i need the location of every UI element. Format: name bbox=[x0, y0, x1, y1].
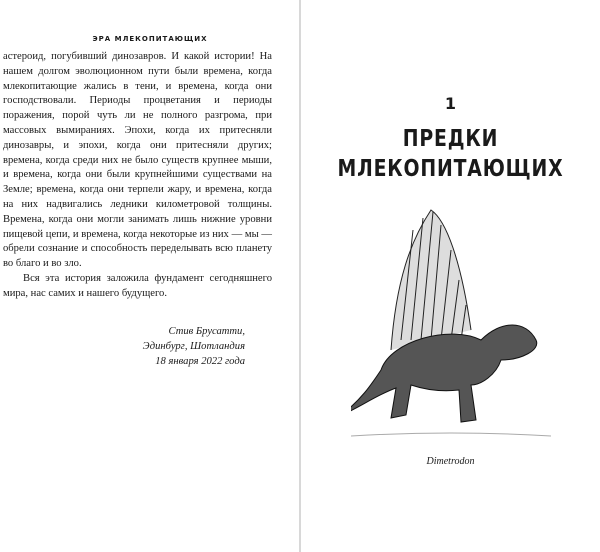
paragraph: астероид, погубивший динозавров. И какой истории! На нашем долгом эволюционном пути были времена, когда млекопитающие жались в тени, и времена, когда они господствовали. Периоды процветания и периоды поражения, порой чуть ли не полного разгрома, при массовых вымираниях. Эпохи, когда их притесняли динозавры, и эпохи, когда они притесняли других; времена, когда среди них не было существ крупнее мыши, и времена, когда они были крупнейшими существами на Земле; времена, когда они терпели жару, и времена, когда на них надвигались ледники километровой толщины. Времена, когда они могли занимать лишь нижние уровни пищевой цепи, и времена, когда некоторые из них — мы — обрели сознание и способность переделывать всю планету во благо и во зло. bbox=[3, 51, 272, 270]
chapter-title-line: МЛЕКОПИТАЮЩИХ bbox=[337, 156, 564, 182]
paragraph: Вся эта история заложила фундамент сегодняшнего мира, нас самих и нашего будущего. bbox=[3, 272, 272, 299]
signature-place: Эдинбург, Шотландия bbox=[142, 340, 245, 352]
running-head: ЭРА МЛЕКОПИТАЮЩИХ bbox=[92, 35, 208, 43]
signature-name: Стив Брусатти, bbox=[168, 325, 245, 337]
chapter-title bbox=[328, 124, 573, 184]
dimetrodon-illustration bbox=[351, 200, 551, 445]
right-page bbox=[301, 0, 600, 552]
chapter-title-line: ПРЕДКИ bbox=[402, 126, 499, 152]
body-text bbox=[3, 50, 272, 302]
signature-date: 18 января 2022 года bbox=[155, 355, 245, 367]
illustration-caption: Dimetrodon bbox=[426, 456, 475, 467]
signature bbox=[3, 324, 272, 369]
chapter-number: 1 bbox=[444, 94, 457, 113]
left-page-content bbox=[3, 50, 272, 369]
